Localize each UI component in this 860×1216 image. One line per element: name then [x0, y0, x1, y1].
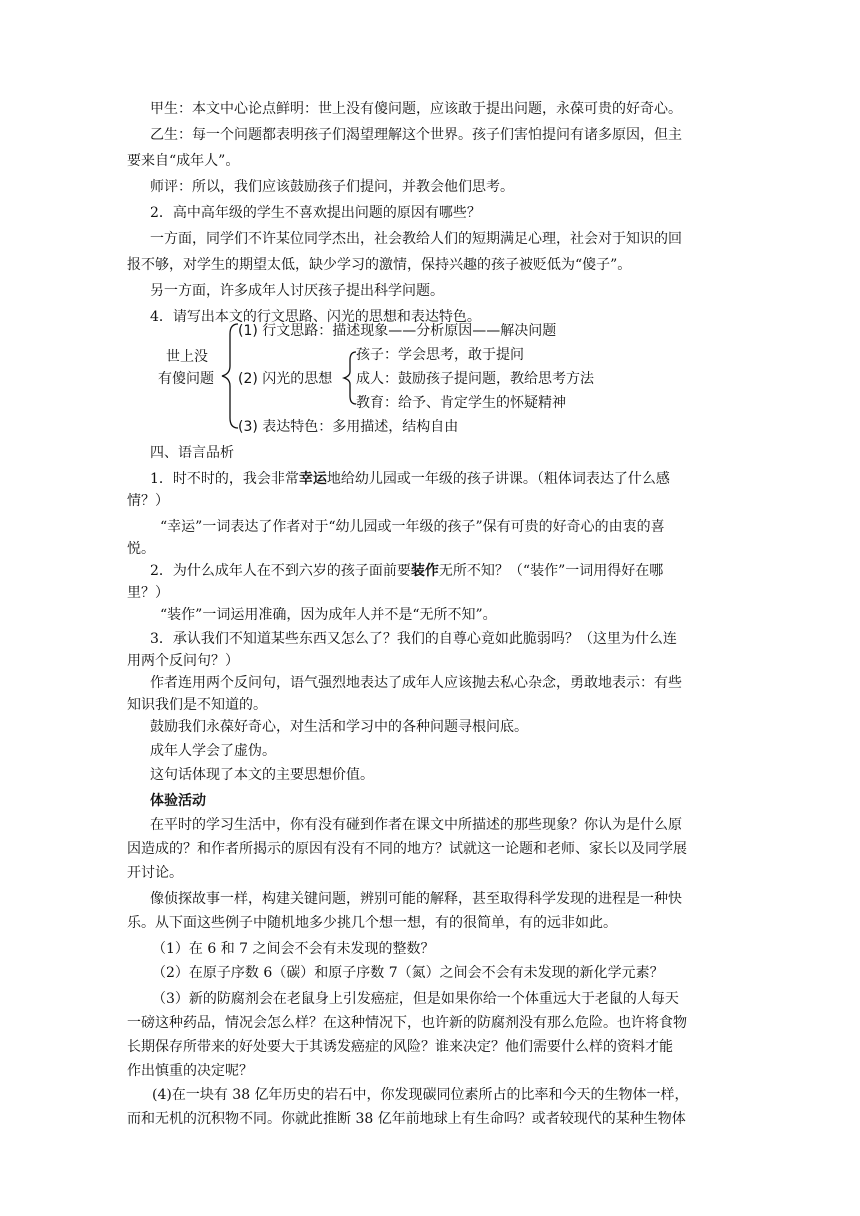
- list-item: （2）在原子序数 6（碳）和原子序数 7（氮）之间会不会有未发现的新化学元素？: [152, 965, 664, 981]
- paragraph-line: 甲生：本文中心论点鲜明：世上没有傻问题，应该敢于提出问题，永葆可贵的好奇心。: [150, 101, 682, 117]
- list-item: (4)在一块有 38 亿年历史的岩石中，你发现碳同位素所占的比率和今天的生物体一样，: [152, 1087, 689, 1103]
- question-line: 情？）: [127, 493, 169, 509]
- list-item: （1）在 6 和 7 之间会不会有未发现的整数？: [152, 941, 435, 957]
- answer-line: “装作”一词运用准确，因为成年人并不是“无所不知”。: [160, 607, 497, 623]
- answer-line: 作者连用两个反问句，语气强烈地表达了成年人应该抛去私心杂念，勇敢地表示：有些: [150, 675, 682, 691]
- paragraph-line: 乐。从下面这些例子中随机地多少挑几个想一想，有的很简单，有的远非如此。: [127, 915, 617, 931]
- paragraph-line: 一方面，同学们不许某位同学杰出，社会教给人们的短期满足心理，社会对于知识的回: [150, 231, 682, 247]
- paragraph-line: 报不够，对学生的期望太低，缺少学习的激情，保持兴趣的孩子被贬低为“傻子”。: [127, 257, 632, 273]
- paragraph-line: 师评：所以，我们应该鼓励孩子们提问，并教会他们思考。: [150, 179, 514, 195]
- outline-root-line1: 世上没: [166, 349, 208, 365]
- bold-word: 幸运: [298, 471, 327, 487]
- paragraph-line: 成年人学会了虚伪。: [150, 743, 276, 759]
- question-line: 3．承认我们不知道某些东西又怎么了？我们的自尊心竟如此脆弱吗？（这里为什么连: [150, 631, 677, 647]
- question-line: [150, 562, 762, 580]
- question-text: 地给幼儿园或一年级的孩子讲课。（粗体词表达了什么感: [326, 471, 670, 487]
- outline-sub-1: 孩子：学会思考，敢于提问: [356, 347, 524, 363]
- outline-item-2: (2) 闪光的思想: [238, 371, 333, 387]
- question-line: 2．高中高年级的学生不喜欢提出问题的原因有哪些？: [150, 205, 481, 221]
- outline-item-1: (1) 行文思路：描述现象——分析原因——解决问题: [238, 323, 557, 339]
- outline-sub-2: 成人：鼓励孩子提问题，教给思考方法: [356, 371, 594, 387]
- paragraph-line: 另一方面，许多成年人讨厌孩子提出科学问题。: [150, 283, 444, 299]
- section-heading: 四、语言品析: [150, 445, 234, 461]
- outline-sub-3: 教育：给予、肯定学生的怀疑精神: [356, 395, 566, 411]
- outline-root-line2: 有傻问题: [158, 371, 214, 387]
- paragraph-line: 开讨论。: [127, 865, 183, 881]
- question-text: 无所不知？（“装作”一词用得好在哪: [438, 563, 664, 579]
- activity-heading: 体验活动: [150, 793, 206, 809]
- list-item: 作出慎重的决定呢？: [127, 1063, 253, 1079]
- question-line: 用两个反问句？）: [127, 653, 239, 669]
- paragraph-line: 要来自“成年人”。: [127, 153, 240, 169]
- answer-line: 悦。: [127, 541, 155, 557]
- bold-word: 装作: [410, 563, 439, 579]
- paragraph-line: 像侦探故事一样，构建关键问题，辨别可能的解释，甚至取得科学发现的进程是一种快: [150, 891, 682, 907]
- paragraph-line: 乙生：每一个问题都表明孩子们渴望理解这个世界。孩子们害怕提问有诸多原因，但主: [150, 127, 682, 143]
- outline-item-3: (3) 表达特色：多用描述，结构自由: [238, 419, 459, 435]
- question-text: 2．为什么成年人在不到六岁的孩子面前要: [150, 563, 411, 579]
- list-item: （3）新的防腐剂会在老鼠身上引发癌症，但是如果你给一个体重远大于老鼠的人每天: [152, 991, 679, 1007]
- paragraph-line: 这句话体现了本文的主要思想价值。: [150, 767, 374, 783]
- question-line: [150, 470, 762, 488]
- list-item: 而和无机的沉积物不同。你就此推断 38 亿年前地球上有生命吗？或者较现代的某种生物体: [127, 1111, 686, 1127]
- outline-diagram: [150, 320, 630, 440]
- question-line: 里？）: [127, 585, 169, 601]
- answer-line: “幸运”一词表达了作者对于“幼儿园或一年级的孩子”保有可贵的好奇心的由衷的喜: [160, 519, 665, 535]
- question-text: 1．时不时的，我会非常: [150, 471, 299, 487]
- paragraph-line: 因造成的？和作者所揭示的原因有没有不同的地方？试就这一论题和老师、家长以及同学展: [127, 841, 687, 857]
- list-item: 长期保存所带来的好处要大于其诱发癌症的风险？谁来决定？他们需要什么样的资料才能: [127, 1039, 673, 1055]
- answer-line: 知识我们是不知道的。: [127, 697, 267, 713]
- list-item: 一磅这种药品，情况会怎么样？在这种情况下，也许新的防腐剂没有那么危险。也许将食物: [127, 1015, 687, 1031]
- paragraph-line: 鼓励我们永葆好奇心，对生活和学习中的各种问题寻根问底。: [150, 719, 528, 735]
- paragraph-line: 在平时的学习生活中，你有没有碰到作者在课文中所描述的那些现象？你认为是什么原: [150, 817, 682, 833]
- question-line: 4．请写出本文的行文思路、闪光的思想和表达特色。: [150, 309, 481, 325]
